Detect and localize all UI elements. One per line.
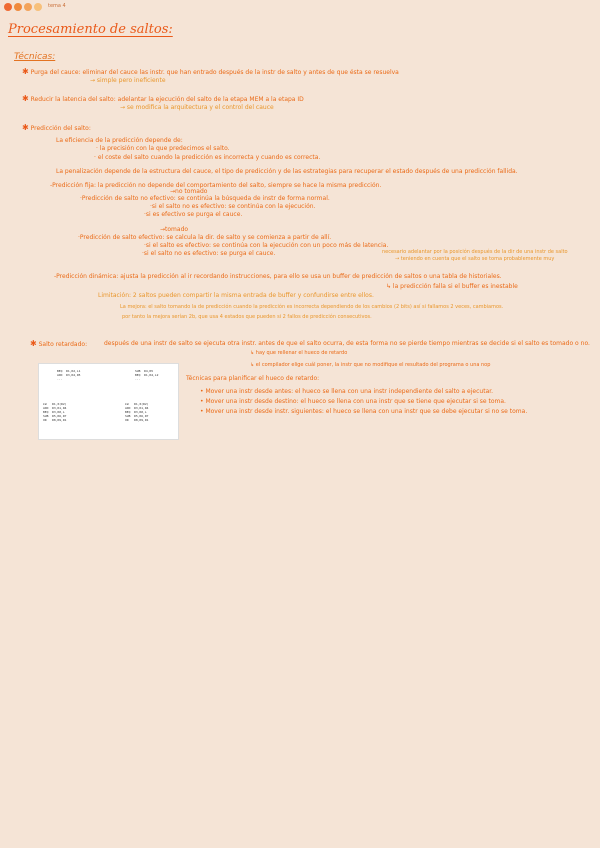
lim-1: Limitación: 2 saltos pueden compartir la misma entrada de buffer y confundirse entre ellos. (98, 292, 374, 299)
fill-3: Mover una instr desde instr. siguientes: el hueco se llena con una instr que se debe ejecutar si no se toma. (205, 408, 528, 415)
pred-line-4: La penalización depende de la estructura del cauce, el tipo de predicción y de las estrategias para recuperar el estado después de una predicción fallida. (56, 168, 518, 175)
t-head: ·Predicción de salto efectivo: (78, 234, 165, 241)
star-bullet-icon: ✱ (22, 94, 29, 103)
prediccion-head: Predicción del salto: (30, 125, 91, 132)
fill-2: Mover una instr desde destino: el hueco se llena con una instr que se tiene que ejecutar si se toma. (205, 398, 506, 405)
pred-line-3: · el coste del salto cuando la predicción es incorrecta y cuando es correcta. (94, 154, 321, 161)
nt-line (80, 195, 330, 202)
t-1: se calcula la dir. de salto y se comienza a partir de allí. (166, 234, 332, 241)
t-line (78, 234, 331, 241)
lim-3: por tanto la mejora serían 2b, que usa 4 estados que pueden si 2 fallos de predicción consecutivos. (122, 314, 372, 320)
purga-head: Purga del cauce: (30, 69, 81, 76)
pred-line-1: La eficiencia de la predicción depende de: (56, 137, 183, 144)
purga-body: eliminar del cauce las instr. que han entrado después de la instr de salto y antes de que ésta se resuelva (82, 69, 399, 76)
din-line (54, 273, 502, 280)
fill-1: Mover una instr desde antes: el hueco se llena con una instr independiente del salto a ejecutar. (205, 388, 494, 395)
t-3: ·si el salto no es efectivo: se purga el cauce. (142, 250, 276, 257)
nt-3: ·si es efectivo se purga el cauce. (144, 211, 243, 218)
dot-2 (14, 3, 22, 11)
t-tag: →tomado (160, 226, 189, 233)
ret-note-1: ↳ hay que rellenar el hueco de retardo (250, 350, 348, 356)
purga-line (22, 68, 399, 76)
reducir-line (22, 95, 304, 103)
lim-2: La mejora: el salto tomando la de predicción cuando la predicción es incorrecta dependiendo de los cambios (2 bits) así si fallamos 2 veces, cambiamos. (120, 304, 504, 310)
dot-1 (4, 3, 12, 11)
din-body: ajusta la predicción al ir recordando instrucciones, para ello se usa un buffer de predicción de saltos o una tabla de historiales. (120, 273, 502, 280)
nt-1: se continúa la búsqueda de instr de forma normal. (177, 195, 330, 202)
fill-1-line: • Mover una instr desde antes: el hueco se llena con una instr independiente del salto a ejecutar. (200, 388, 494, 395)
page-title: Procesamiento de saltos: (8, 22, 173, 37)
reducir-head: Reducir la latencia del salto: (30, 96, 116, 103)
star-bullet-icon: ✱ (22, 123, 29, 132)
side-note-2: → teniendo en cuenta que el salto se toma probablemente muy (395, 256, 555, 262)
pred-line-2: · la precisión con la que predecimos el salto. (96, 145, 230, 152)
fija-head: -Predicción fija: (50, 182, 96, 189)
fill-head: Técnicas para planificar el hueco de retardo: (186, 375, 320, 382)
ret-body: después de una instr de salto se ejecuta otra instr. antes de que el salto ocurra, de esta forma no se pierde tiempo mientras se decide si el salto es tomado o no. (104, 340, 590, 347)
fill-2-line: • Mover una instr desde destino: el hueco se llena con una instr que se tiene que ejecutar si se toma. (200, 398, 506, 405)
nt-2: ·si el salto no es efectivo: se continúa con la ejecución. (150, 203, 316, 210)
t-2: ·si el salto es efectivo: se continúa con la ejecución con un poco más de latencia. (144, 242, 389, 249)
dot-3 (24, 3, 32, 11)
fija-body: la predicción no depende del comportamiento del salto, siempre se hace la misma predicción. (97, 182, 382, 189)
side-note-1: necesario adelantar por la posición después de la dir de una instr de salto (382, 249, 568, 255)
reducir-note: → se modifica la arquitectura y el control del cauce (120, 104, 274, 111)
fill-3-line: • Mover una instr desde instr. siguientes: el hueco se llena con una instr que se debe ejecutar si no se toma. (200, 408, 528, 415)
prediccion-line (22, 124, 91, 132)
ret-note-2: ↳ el compilador elige cuál poner, la instr que no modifique el resultado del programa o una nop (250, 362, 491, 368)
purga-note: → simple pero ineficiente (90, 77, 166, 84)
din-head: -Predicción dinámica: (54, 273, 119, 280)
ret-head: Salto retardado: (38, 341, 88, 348)
reducir-body: adelantar la ejecución del salto de la etapa MEM a la etapa ID (117, 96, 304, 103)
star-bullet-icon: ✱ (30, 339, 37, 348)
fija-line (50, 182, 381, 189)
section-label: Técnicas: (14, 52, 56, 62)
dot-4 (34, 3, 42, 11)
code-screenshot-image: BEQ R1,R2,L1 ADD R3,R4,R5 ... SUB R4,R5 BEQ R1,R4,L2 ... LW R1,0(R2) ADD R3,R1,R4 BEQ R3,R0,L SUB R5,R6,R7 OR R8,R9,R1 LW R1,0(R2) ADD R3,R1,R4 BEQ R3,R0,L SUB R5,R6,R7 OR R8,R9,R1 (38, 363, 179, 440)
star-bullet-icon: ✱ (22, 67, 29, 76)
header-dots (4, 3, 42, 11)
ret-line (30, 340, 87, 348)
nt-head: ·Predicción de salto no efectivo: (80, 195, 176, 202)
din-note: ↳ la predicción falla si el buffer es inestable (386, 283, 518, 290)
nt-tag: →no tomado (170, 188, 208, 195)
page-tag: tema 4 (48, 3, 66, 9)
